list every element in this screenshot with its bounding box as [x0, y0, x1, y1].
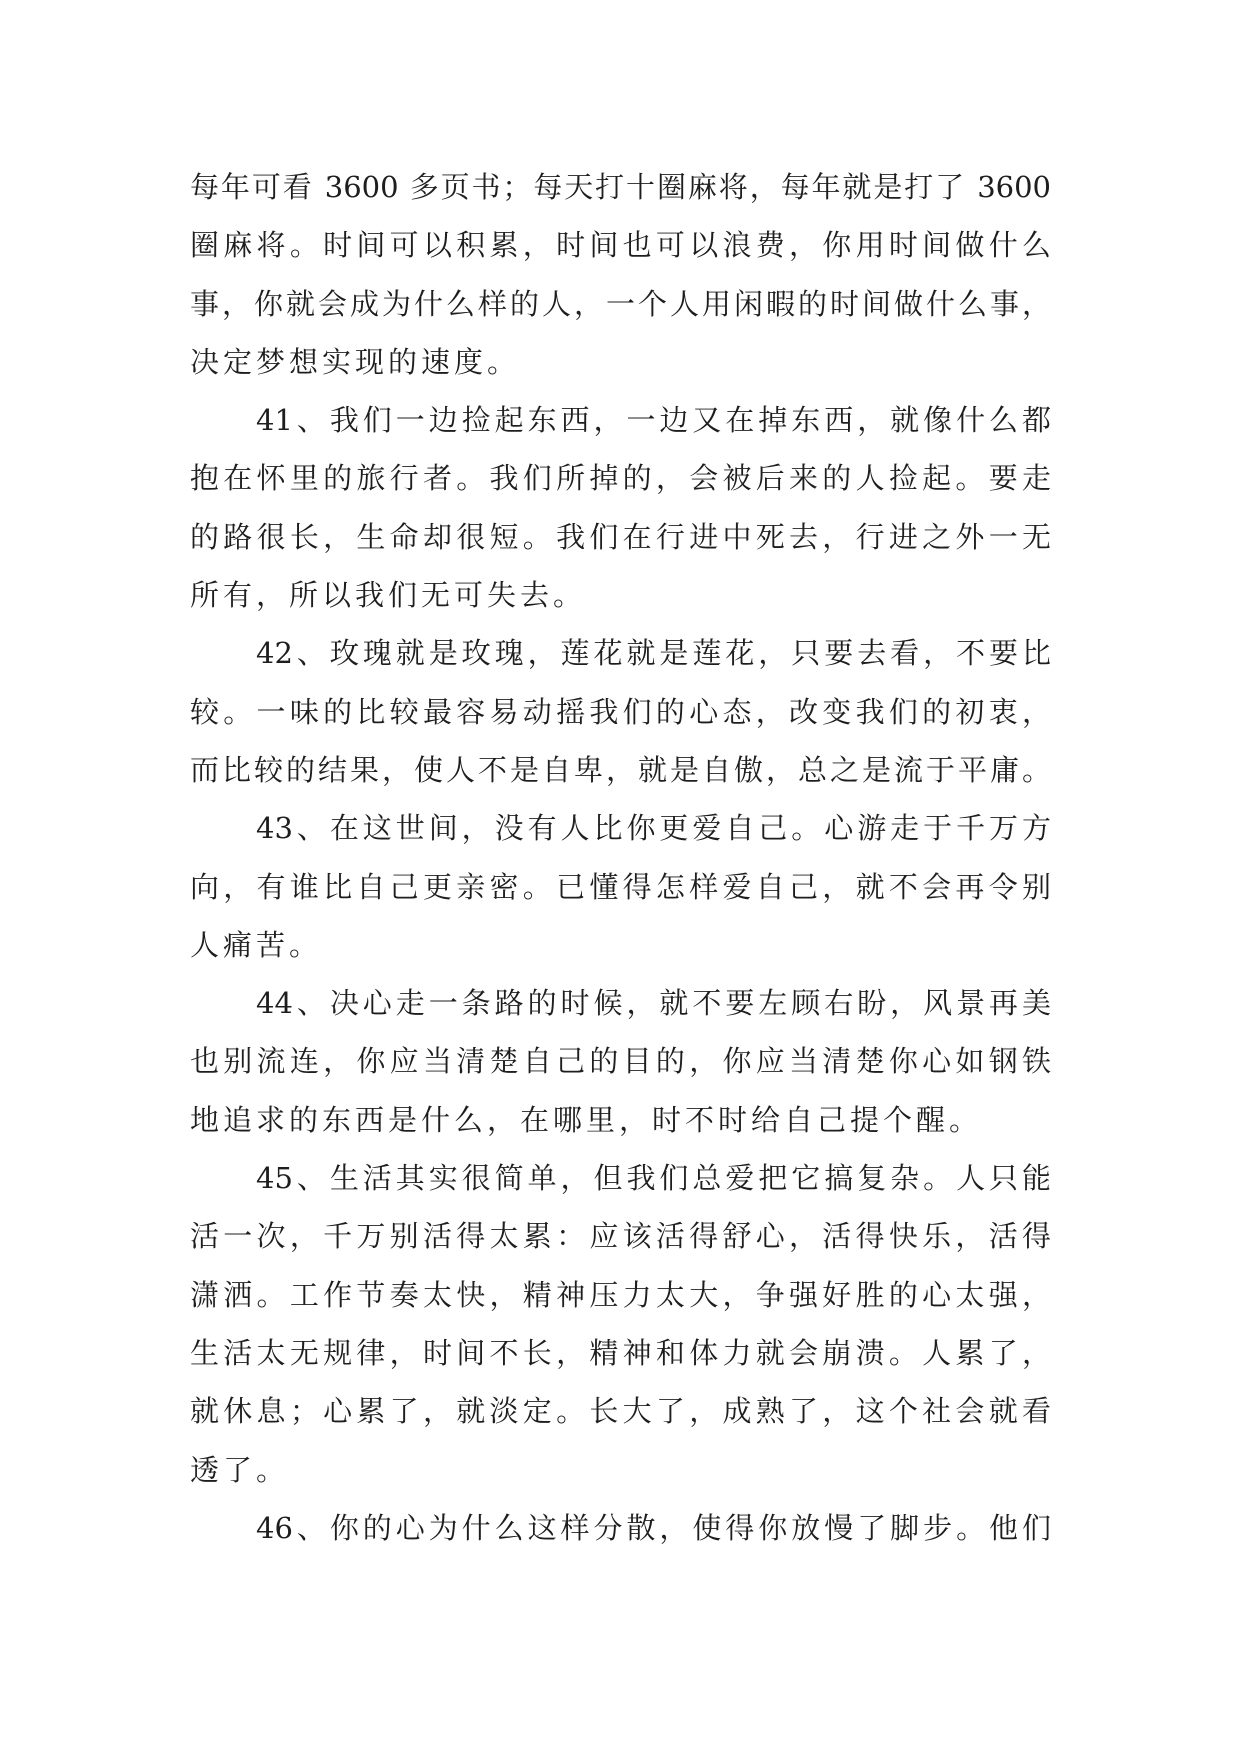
paragraph: [190, 799, 1051, 974]
paragraph: [190, 158, 1051, 391]
paragraph-line: 每年可看 3600 多页书；每天打十圈麻将，每年就是打了 3600: [190, 170, 1051, 204]
paragraph-line: 就休息；心累了，就淡定。长大了，成熟了，这个社会就看: [190, 1394, 1051, 1429]
body-text: [190, 158, 1051, 1557]
paragraph: [190, 624, 1051, 799]
paragraph-line: 人痛苦。: [190, 927, 323, 962]
paragraph-line: 透了。: [190, 1452, 290, 1487]
paragraph-line: 圈麻将。时间可以积累，时间也可以浪费，你用时间做什么: [190, 228, 1051, 263]
paragraph-line: 生活太无规律，时间不长，精神和体力就会崩溃。人累了，: [190, 1335, 1051, 1370]
paragraph: [190, 974, 1051, 1149]
paragraph: [190, 1499, 1051, 1557]
paragraph-line: 决定梦想实现的速度。: [190, 344, 521, 379]
paragraph-line: 42、玫瑰就是玫瑰，莲花就是莲花，只要去看，不要比: [256, 636, 1051, 671]
paragraph-line: 45、生活其实很简单，但我们总爱把它搞复杂。人只能: [256, 1161, 1051, 1196]
paragraph-line: 抱在怀里的旅行者。我们所掉的，会被后来的人捡起。要走: [190, 461, 1051, 496]
paragraph-line: 活一次，千万别活得太累：应该活得舒心，活得快乐，活得: [190, 1219, 1051, 1254]
paragraph-line: 也别流连，你应当清楚自己的目的，你应当清楚你心如钢铁: [190, 1044, 1051, 1079]
paragraph-line: 43、在这世间，没有人比你更爱自己。心游走于千万方: [256, 811, 1051, 846]
paragraph-line: 向，有谁比自己更亲密。已懂得怎样爱自己，就不会再令别: [190, 869, 1051, 904]
paragraph-line: 而比较的结果，使人不是自卑，就是自傲，总之是流于平庸。: [190, 752, 1051, 787]
paragraph-line: 41、我们一边捡起东西，一边又在掉东西，就像什么都: [256, 403, 1051, 438]
paragraph-line: 事，你就会成为什么样的人，一个人用闲暇的时间做什么事，: [190, 286, 1051, 321]
paragraph-line: 46、你的心为什么这样分散，使得你放慢了脚步。他们: [256, 1510, 1051, 1545]
paragraph-line: 较。一味的比较最容易动摇我们的心态，改变我们的初衷，: [190, 694, 1051, 729]
paragraph: [190, 1149, 1051, 1499]
paragraph-line: 所有，所以我们无可失去。: [190, 578, 587, 613]
paragraph: [190, 391, 1051, 624]
paragraph-line: 的路很长，生命却很短。我们在行进中死去，行进之外一无: [190, 519, 1051, 554]
paragraph-line: 44、决心走一条路的时候，就不要左顾右盼，风景再美: [256, 986, 1051, 1021]
paragraph-line: 地追求的东西是什么，在哪里，时不时给自己提个醒。: [190, 1102, 983, 1137]
paragraph-line: 潇洒。工作节奏太快，精神压力太大，争强好胜的心太强，: [190, 1277, 1051, 1312]
